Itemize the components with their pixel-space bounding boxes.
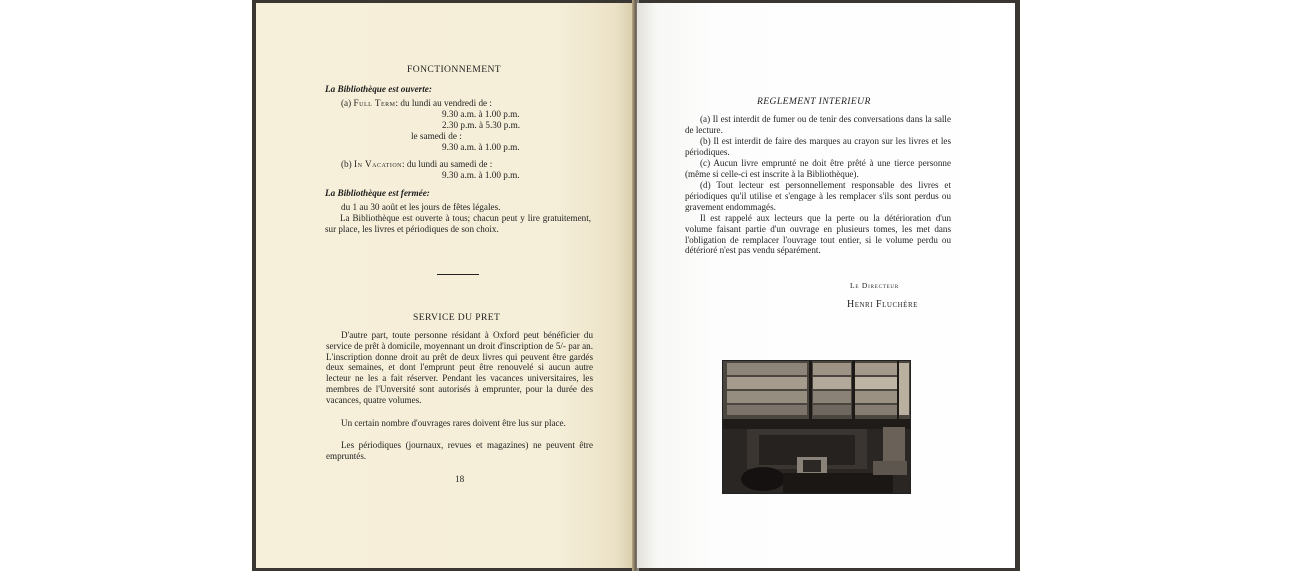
- full-term-label: Full Term: [353, 98, 396, 108]
- section-heading-service-du-pret: SERVICE DU PRET: [413, 312, 501, 323]
- director-title: Le Directeur: [850, 281, 899, 290]
- saturday-line: le samedi de :: [411, 131, 462, 141]
- vacation-line: [341, 159, 492, 170]
- left-page: [256, 3, 634, 568]
- vacation-prefix: (b): [341, 159, 355, 169]
- vacation-label: In Vacation: [354, 159, 403, 169]
- full-term-prefix: (a): [341, 98, 354, 108]
- open-to-all-paragraph: La Bibliothèque est ouverte à tous; chacun peut y lire gratuitement, sur place, les livres et périodiques de son choix.: [325, 213, 591, 234]
- full-term-time-3: 9.30 a.m. à 1.00 p.m.: [442, 142, 520, 152]
- loan-paragraph-3: Les périodiques (journaux, revues et magazines) ne peuvent être empruntés.: [326, 440, 593, 461]
- loan-paragraph-1: D'autre part, toute personne résidant à Oxford peut bénéficier du service de prêt à domicile, moyennant un droit d'inscription de 5/- par an. L'inscription donne droit au prêt de deux livres qui peuvent être gardés deux semaines, et dont l'emprunt peut être renouvelé si aucun autre lecteur ne les a fait réserver. Pendant les vacances universitaires, les membres de l'Unversité sont autorisés à emprunter, pour la durée des vacances, quatre volumes.: [326, 330, 593, 405]
- loan-paragraph-2: Un certain nombre d'ouvrages rares doivent être lus sur place.: [341, 418, 566, 428]
- vacation-days: : du lundi au samedi de :: [402, 159, 493, 169]
- rule-d: (d) Tout lecteur est personnellement responsable des livres et périodiques qu'il utilise et s'engage à les remplacer s'ils sont perdus ou gravement endommagés.: [685, 180, 951, 212]
- director-name: Henri Fluchère: [847, 299, 918, 310]
- full-term-days: : du lundi au vendredi de :: [395, 98, 492, 108]
- section-divider: [437, 274, 479, 275]
- open-hours-label: La Bibliothèque est ouverte:: [325, 84, 432, 94]
- full-term-line: [341, 98, 492, 109]
- section-heading-reglement: REGLEMENT INTERIEUR: [757, 96, 871, 107]
- rule-a: (a) Il est interdit de fumer ou de tenir des conversations dans la salle de lecture.: [685, 114, 951, 135]
- reminder-paragraph: Il est rappelé aux lecteurs que la perte ou la détérioration d'un volume faisant partie d'un ouvrage en plusieurs tomes, les met dans l'obligation de remplacer l'ouvrage tout entier, si le volume perdu ou détérioré n'est pas vendu séparément.: [685, 213, 951, 256]
- vacation-time: 9.30 a.m. à 1.00 p.m.: [442, 170, 520, 180]
- full-term-time-2: 2.30 p.m. à 5.30 p.m.: [442, 120, 521, 130]
- library-reading-room-photo: [722, 360, 911, 494]
- rule-c: (c) Aucun livre emprunté ne doit être prêté à une tierce personne (même si celle-ci est inscrite à la Bibliothèque).: [685, 158, 951, 179]
- section-heading-fonctionnement: FONCTIONNEMENT: [407, 64, 502, 75]
- rule-b: (b) Il est interdit de faire des marques au crayon sur les livres et les périodiques.: [685, 136, 951, 157]
- full-term-time-1: 9.30 a.m. à 1.00 p.m.: [442, 109, 520, 119]
- page-number: 18: [455, 474, 465, 484]
- closed-dates: du 1 au 30 août et les jours de fêtes légales.: [341, 202, 501, 212]
- closed-label: La Bibliothèque est fermée:: [325, 188, 430, 198]
